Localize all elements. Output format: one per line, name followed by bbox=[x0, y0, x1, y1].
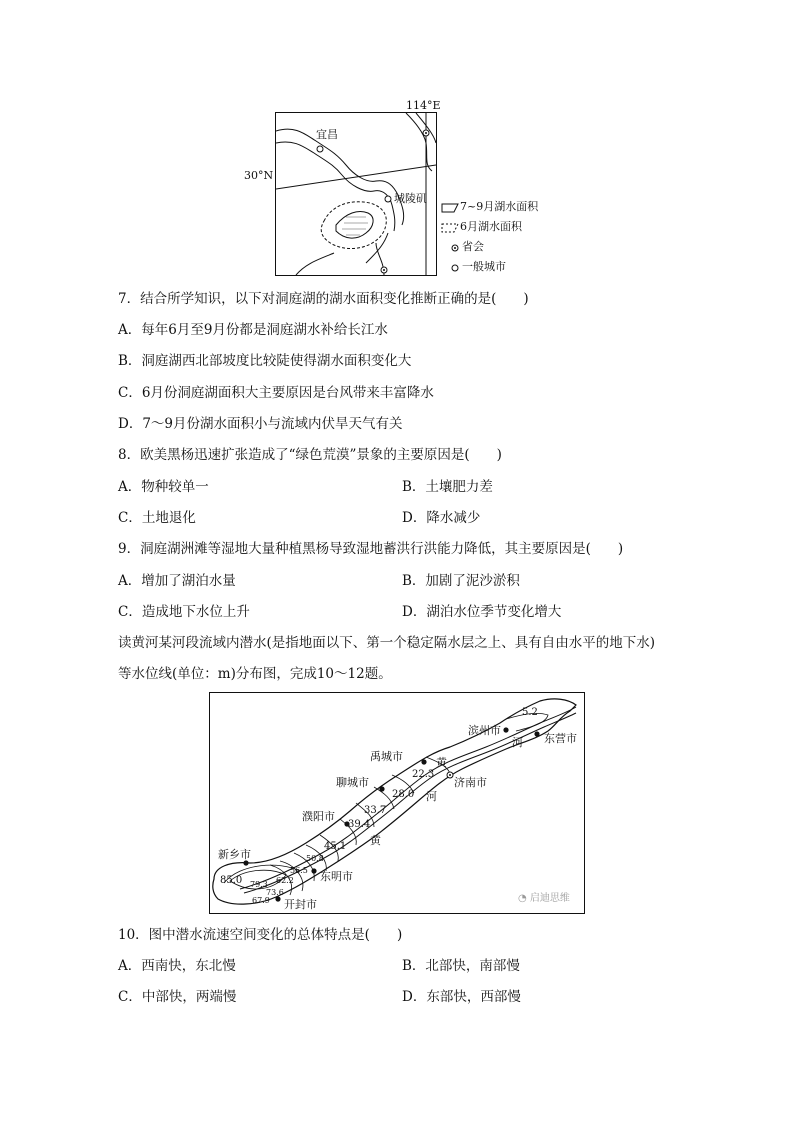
q8-stem: 8．欧美黑杨迅速扩张造成了“绿色荒漠”景象的主要原因是( ) bbox=[118, 447, 502, 463]
legend-june-label: 6月湖水面积 bbox=[460, 220, 522, 233]
contour-label: 85.0 bbox=[220, 875, 243, 886]
contour-label: 67.9 bbox=[252, 896, 270, 905]
q9-option-d[interactable]: D．湖泊水位季节变化增大 bbox=[402, 604, 562, 620]
q8-option-c[interactable]: C．土地退化 bbox=[118, 510, 196, 526]
legend-summer-swatch bbox=[440, 202, 460, 214]
city-dongming: 东明市 bbox=[320, 870, 353, 883]
river-label: 河 bbox=[426, 790, 437, 803]
river-label: 河 bbox=[512, 736, 523, 749]
q7-option-a[interactable]: A．每年6月至9月份都是洞庭湖水补给长江水 bbox=[118, 322, 388, 338]
contour-label: 39.4 bbox=[348, 819, 371, 830]
city-liaocheng: 聊城市 bbox=[336, 776, 369, 789]
q10-option-b[interactable]: B．北部快，南部慢 bbox=[402, 958, 520, 974]
legend-city-label: 一般城市 bbox=[462, 260, 506, 273]
city-kaifeng: 开封市 bbox=[284, 898, 317, 911]
contour-label: 5.2 bbox=[522, 707, 538, 718]
city-dongying: 东营市 bbox=[544, 732, 577, 745]
lon-label: 114°E bbox=[406, 99, 441, 112]
city-chenglingji: 城陵矶 bbox=[394, 192, 427, 205]
contour-label: 28.0 bbox=[392, 789, 415, 800]
q7-option-c[interactable]: C．6月份洞庭湖面积大主要原因是台风带来丰富降水 bbox=[118, 385, 434, 401]
dongting-map-frame bbox=[275, 112, 437, 276]
legend-summer-label: 7~9月湖水面积 bbox=[460, 200, 539, 213]
q8-option-b[interactable]: B．土壤肥力差 bbox=[402, 479, 493, 495]
intro-line-2: 等水位线(单位：m)分布图，完成10～12题。 bbox=[118, 666, 392, 682]
city-binzhou: 滨州市 bbox=[468, 724, 501, 737]
lat-label: 30°N bbox=[244, 169, 274, 182]
dongting-map bbox=[240, 98, 560, 280]
city-yucheng: 禹城市 bbox=[370, 750, 403, 763]
capital-icon bbox=[450, 242, 460, 254]
contour-label: 79.3 bbox=[250, 880, 268, 889]
contour-label: 22.3 bbox=[412, 769, 435, 780]
q10-option-c[interactable]: C．中部快，两端慢 bbox=[118, 989, 237, 1005]
legend-capital-label: 省会 bbox=[462, 240, 484, 253]
map-legend bbox=[440, 200, 560, 280]
contour-label: 50.8 bbox=[306, 854, 324, 863]
q8-option-d[interactable]: D．降水减少 bbox=[402, 510, 481, 526]
q9-option-a[interactable]: A．增加了湖泊水量 bbox=[118, 573, 236, 589]
city-puyang: 濮阳市 bbox=[302, 810, 335, 823]
q7-stem: 7．结合所学知识，以下对洞庭湖的湖水面积变化推断正确的是( ) bbox=[118, 291, 529, 307]
contour-label: 62.2 bbox=[276, 876, 294, 885]
q8-option-a[interactable]: A．物种较单一 bbox=[118, 479, 209, 495]
yellow-river-map bbox=[209, 692, 585, 914]
contour-label: 56.5 bbox=[290, 866, 308, 875]
watermark bbox=[518, 893, 570, 905]
legend-june-swatch bbox=[440, 222, 460, 234]
watermark-text: 启迪思维 bbox=[529, 893, 570, 904]
intro-line-1: 读黄河某河段流域内潜水(是指地面以下、第一个稳定隔水层之上、具有自由水平的地下水) bbox=[118, 635, 656, 651]
city-yichang: 宜昌 bbox=[316, 128, 338, 141]
river-label: 黄 bbox=[370, 834, 381, 847]
q10-stem: 10．图中潜水流速空间变化的总体特点是( ) bbox=[118, 927, 403, 943]
contour-label: 45.1 bbox=[324, 841, 347, 852]
contour-label: 33.7 bbox=[364, 805, 387, 816]
q7-option-d[interactable]: D．7～9月份湖水面积小与流域内伏旱天气有关 bbox=[118, 416, 403, 432]
river-label: 黄 bbox=[436, 756, 447, 769]
q7-option-b[interactable]: B．洞庭湖西北部坡度比较陡使得湖水面积变化大 bbox=[118, 353, 412, 369]
city-icon bbox=[450, 262, 460, 274]
q10-option-a[interactable]: A．西南快，东北慢 bbox=[118, 958, 236, 974]
q9-option-b[interactable]: B．加剧了泥沙淤积 bbox=[402, 573, 520, 589]
q9-stem: 9．洞庭湖洲滩等湿地大量种植黑杨导致湿地蓄洪行洪能力降低，其主要原因是( ) bbox=[118, 541, 624, 557]
wechat-icon: ◔ bbox=[518, 893, 527, 904]
q9-option-c[interactable]: C．造成地下水位上升 bbox=[118, 604, 250, 620]
contour-label: 73.6 bbox=[266, 888, 284, 897]
q10-option-d[interactable]: D．东部快，西部慢 bbox=[402, 989, 521, 1005]
city-xinxiang: 新乡市 bbox=[218, 848, 251, 861]
city-jinan: 济南市 bbox=[454, 776, 487, 789]
